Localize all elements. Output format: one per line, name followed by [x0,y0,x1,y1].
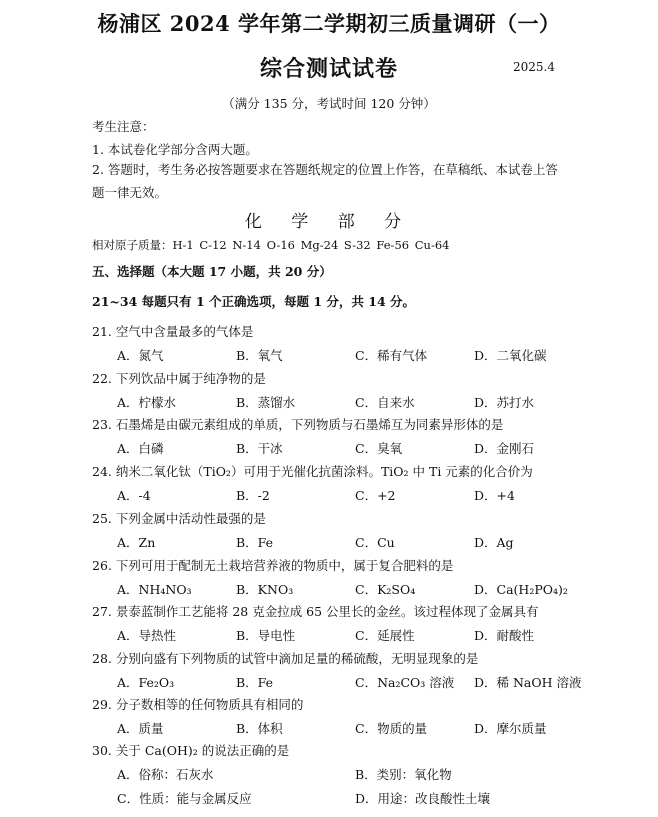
notice-item-2: 2. 答题时，考生务必按答题要求在答题纸规定的位置上作答，在草稿纸、本试卷上答题一律无效。 [92,162,558,200]
question-stem: 22. 下列饮品中属于纯净物的是 [92,371,266,386]
question-option: D．稀 NaOH 溶液 [474,675,582,690]
question-option: D．+4 [474,488,515,503]
exam-title: 杨浦区 2024 学年第二学期初三质量调研（一） [97,11,561,36]
question-option: C．Na₂CO₃ 溶液 [355,675,455,690]
question-stem: 30. 关于 Ca(OH)₂ 的说法正确的是 [92,743,290,758]
question-option: B．KNO₃ [236,582,294,597]
atomic-masses: 相对原子质量：H-1 C-12 N-14 O-16 Mg-24 S-32 Fe-56 Cu-64 [92,238,450,252]
question-option: B．蒸馏水 [236,395,296,410]
subpart-title: 21~34 每题只有 1 个正确选项，每题 1 分，共 14 分。 [92,294,416,309]
question-option: A．氮气 [117,348,164,363]
question-option: B．Fe [236,535,274,550]
question-option: A．导热性 [117,628,177,643]
question-option: D．Ag [474,535,514,550]
question-option: A．NH₄NO₃ [117,582,192,597]
question-option: B．-2 [236,488,270,503]
exam-subtitle: 综合测试试卷 [259,56,398,82]
question-option: C．物质的量 [355,721,428,736]
question-option: B．体积 [236,721,283,736]
question-option: A．Zn [117,535,156,550]
question-option: D．摩尔质量 [474,721,547,736]
question-option: A．俗称：石灰水 [117,767,214,782]
question-stem: 21. 空气中含量最多的气体是 [92,324,254,339]
question-stem: 26. 下列可用于配制无土栽培营养液的物质中，属于复合肥料的是 [92,558,454,573]
notice-item-1: 1. 本试卷化学部分含两大题。 [92,142,258,157]
question-option: D．二氧化碳 [474,348,547,363]
question-option: A．-4 [117,488,151,503]
question-option: D．Ca(H₂PO₄)₂ [474,582,568,597]
question-stem: 29. 分子数相等的任何物质具有相同的 [92,697,304,712]
question-stem: 25. 下列金属中活动性最强的是 [92,511,266,526]
part-title: 五、选择题（本大题 17 小题，共 20 分） [92,264,332,279]
question-option: C．稀有气体 [355,348,428,363]
question-option: A．柠檬水 [117,395,177,410]
question-option: B．氧气 [236,348,283,363]
question-stem: 27. 景泰蓝制作工艺能将 28 克金拉成 65 公里长的金丝。该过程体现了金属具有 [92,604,539,619]
question-option: C．K₂SO₄ [355,582,416,597]
question-option: B．Fe [236,675,274,690]
score-time-note: （满分 135 分，考试时间 120 分钟） [222,96,436,111]
question-option: D．金刚石 [474,441,535,456]
exam-date: 2025.4 [513,60,555,74]
question-option: A．质量 [117,721,164,736]
question-option: B．导电性 [236,628,296,643]
question-option: D．用途：改良酸性土壤 [355,791,491,806]
question-option: D．耐酸性 [474,628,535,643]
question-stem: 23. 石墨烯是由碳元素组成的单质，下列物质与石墨烯互为同素异形体的是 [92,417,504,432]
question-option: B．干冰 [236,441,283,456]
question-option: C．+2 [355,488,396,503]
question-option: D．苏打水 [474,395,535,410]
question-option: C．性质：能与金属反应 [117,791,252,806]
question-option: C．自来水 [355,395,415,410]
section-title: 化 学 部 分 [244,212,414,232]
question-option: C．Cu [355,535,395,550]
question-option: C．延展性 [355,628,415,643]
question-option: A．Fe₂O₃ [117,675,175,690]
question-option: A．白磷 [117,441,164,456]
question-option: B．类别：氧化物 [355,767,452,782]
question-option: C．臭氧 [355,441,403,456]
notice-heading: 考生注意： [92,119,155,134]
question-stem: 28. 分别向盛有下列物质的试管中滴加足量的稀硫酸，无明显现象的是 [92,651,479,666]
question-stem: 24. 纳米二氧化钛（TiO₂）可用于光催化抗菌涂料。TiO₂ 中 Ti 元素的化合价为 [92,464,533,479]
